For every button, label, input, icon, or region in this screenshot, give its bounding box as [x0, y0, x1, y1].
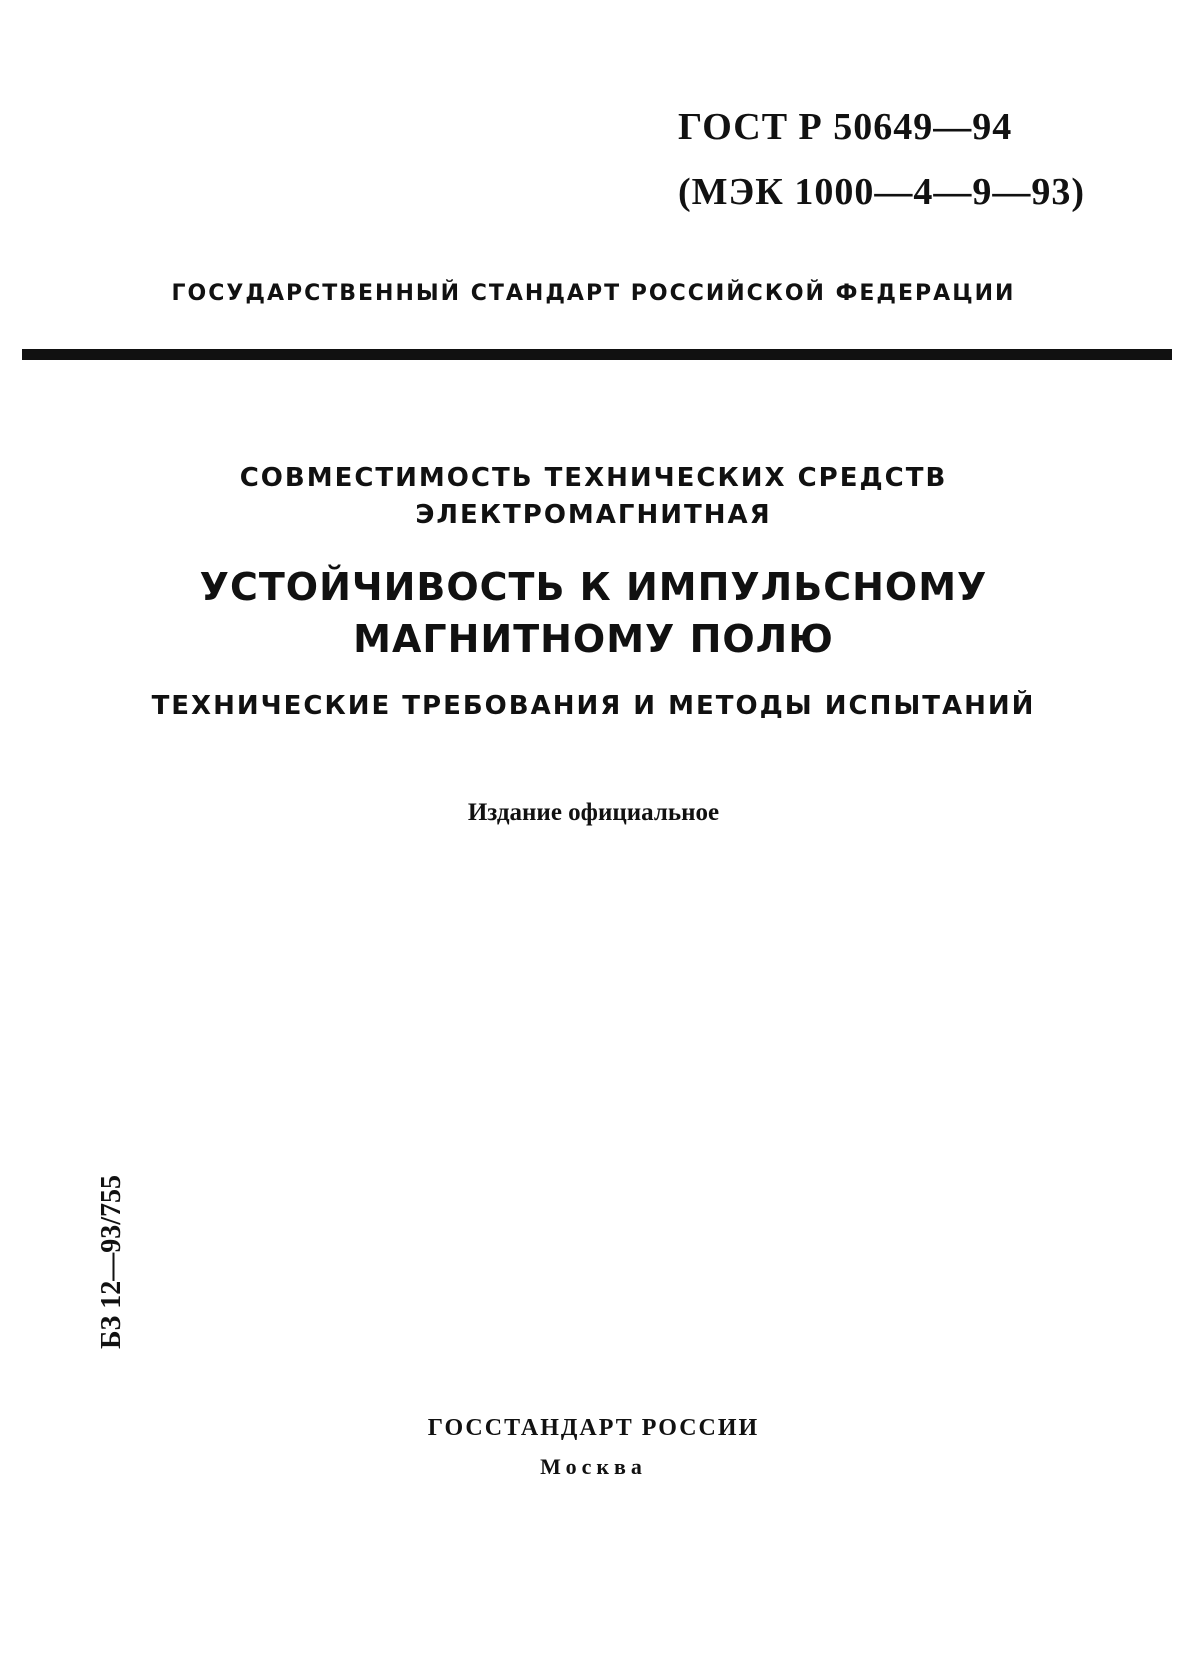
title-line-1: СОВМЕСТИМОСТЬ ТЕХНИЧЕСКИХ СРЕДСТВ	[239, 463, 948, 493]
city: Москва	[540, 1454, 647, 1479]
title-line-2: ЭЛЕКТРОМАГНИТНАЯ	[415, 500, 772, 530]
publisher: ГОССТАНДАРТ РОССИИ	[427, 1415, 760, 1441]
side-code-text: БЗ 12—93/755	[96, 1174, 127, 1350]
standard-number: ГОСТ Р 50649—94	[678, 106, 1013, 148]
horizontal-rule	[22, 349, 1172, 360]
main-title-line-1: УСТОЙЧИВОСТЬ К ИМПУЛЬСНОМУ	[199, 565, 988, 609]
subtitle: ТЕХНИЧЕСКИЕ ТРЕБОВАНИЯ И МЕТОДЫ ИСПЫТАНИЙ	[151, 691, 1036, 721]
main-title-line-2: МАГНИТНОМУ ПОЛЮ	[353, 617, 834, 661]
state-standard-heading: ГОСУДАРСТВЕННЫЙ СТАНДАРТ РОССИЙСКОЙ ФЕДЕРАЦИИ	[171, 281, 1016, 306]
edition-label: Издание официальное	[467, 799, 720, 826]
iec-number: (МЭК 1000—4—9—93)	[678, 171, 1086, 213]
